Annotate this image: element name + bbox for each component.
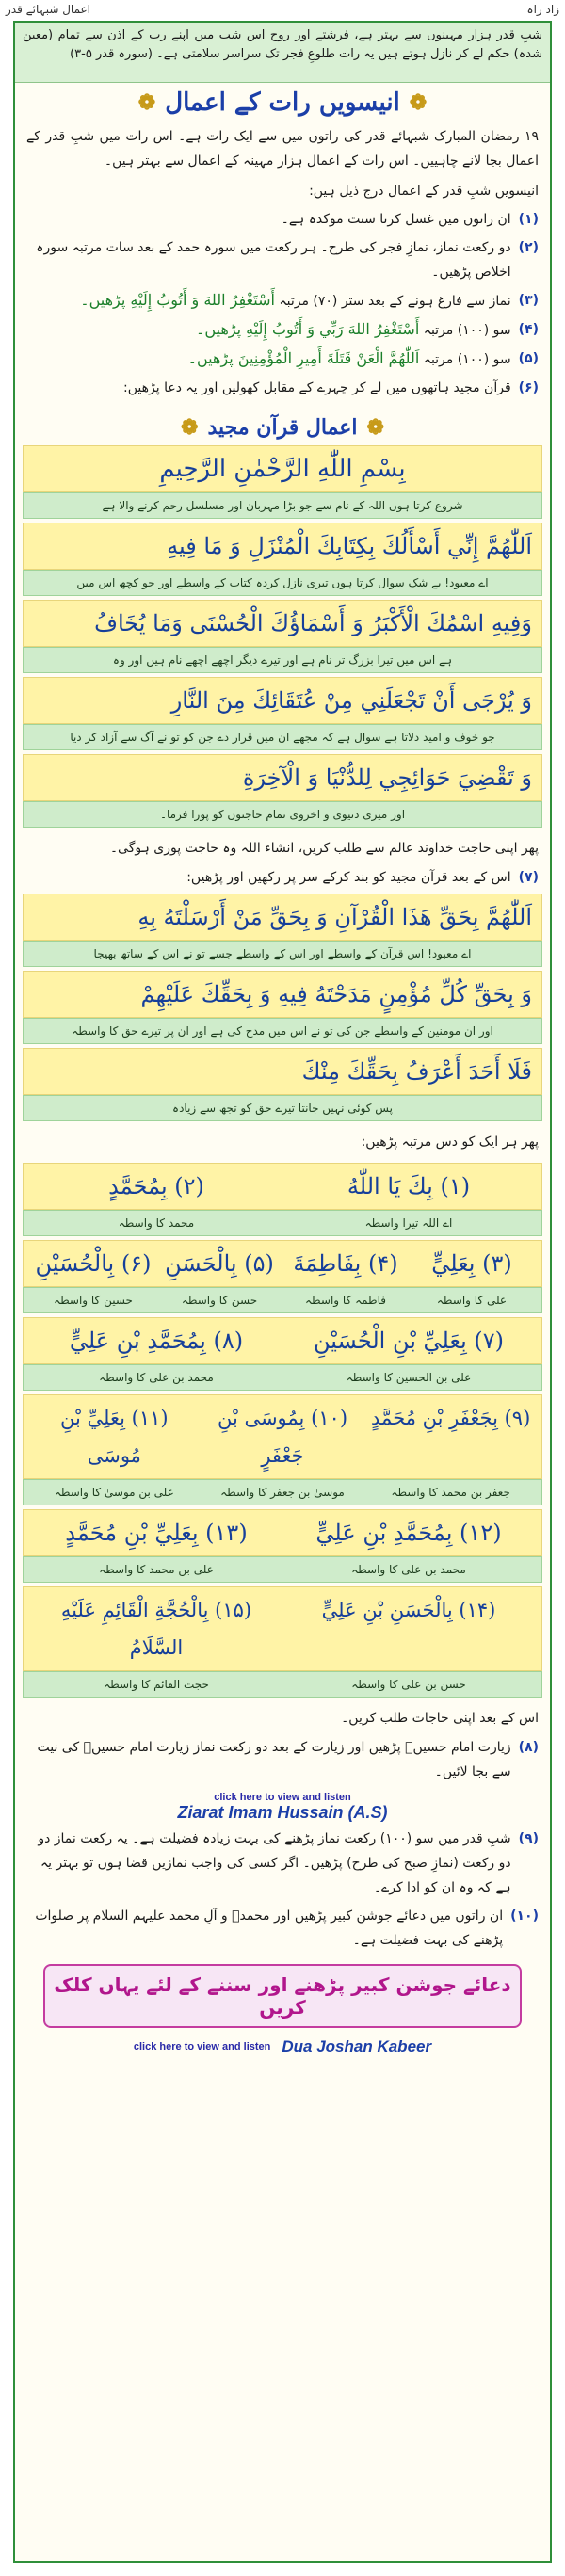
ziarat-link-prefix[interactable]: click here to view and listen	[214, 1792, 351, 1803]
names-row	[23, 1509, 542, 1583]
name-translation: علی بن محمد کا واسطہ	[99, 1563, 214, 1576]
name-translation: جعفر بن محمد کا واسطہ	[391, 1486, 510, 1499]
name-arabic: (۱۲) بِمُحَمَّدِ بْنِ عَلِيٍّ	[315, 1520, 502, 1546]
name-translation: علی بن الحسین کا واسطہ	[346, 1371, 472, 1384]
action-text: دو رکعت نماز، نمازِ فجر کی طرح۔ ہر رکعت میں سورہ حمد کے بعد سات مرتبہ سورہ اخلاص پڑھیں۔	[36, 240, 511, 280]
action-number: (۸)	[518, 1740, 539, 1755]
action-item	[26, 235, 539, 284]
name-translation: حجت القائم کا واسطہ	[104, 1678, 209, 1691]
names-row	[23, 1317, 542, 1391]
action-item	[26, 207, 539, 232]
top-header	[0, 0, 565, 19]
names-arabic	[23, 1586, 542, 1671]
action-number: (۹)	[518, 1831, 539, 1846]
verse-translation: اے معبود! بے شک سوال کرتا ہوں تیری نازل کردہ کتاب کے واسطے اور جو کچھ اس میں	[23, 570, 542, 596]
name-arabic: (۲) بِمُحَمَّدٍ	[108, 1173, 204, 1199]
verse-arabic: اَللّٰهُمَّ إِنِّي أَسْأَلُكَ بِكِتَابِكَ الْمُنْزَلِ وَ مَا فِيهِ	[23, 523, 542, 570]
action-item	[15, 865, 550, 890]
dua-link[interactable]	[15, 2032, 550, 2062]
note-after-dua: پھر اپنی حاجت خداوند عالم سے طلب کریں، انشاء اللہ وہ حاجت پوری ہوگی۔	[109, 841, 539, 856]
list-intro: انیسویں شبِ قدر کے اعمال درج ذیل ہیں:	[309, 184, 539, 199]
action-item	[26, 346, 539, 372]
book-title: زاد راہ	[526, 3, 559, 16]
action-item	[15, 1827, 550, 1900]
name-translation: حسن کا واسطہ	[181, 1294, 258, 1307]
name-arabic: (۱۵) بِالْحُجَّةِ الْقَائِمِ عَلَيْهِ السَّلَامُ	[60, 1599, 252, 1659]
names-arabic	[23, 1163, 542, 1210]
name-arabic: (۴) بِفَاطِمَةَ	[293, 1250, 398, 1277]
intro-text: شبِ قدر ہزار مہینوں سے بہتر ہے، فرشتے اور روح اس شب میں اپنے رب کے اذن سے تمام (معین شدہ) حکم لے کر نازل ہوتے ہیں یہ رات طلوعِ فجر تک سراسر سلامتی ہے۔ (سورہ قدر ۵-۳)	[23, 28, 542, 61]
names-intro: پھر ہر ایک کو دس مرتبہ پڑھیں:	[361, 1135, 539, 1150]
dua-verse	[23, 754, 542, 828]
sun-ornament-icon: ❁	[137, 90, 156, 115]
cta-label[interactable]: دعائے جوشن کبیر پڑھنے اور سننے کے لئے یہاں کلک کریں	[54, 1973, 511, 2019]
action-number: (۱۰)	[510, 1908, 539, 1924]
name-translation: محمد کا واسطہ	[118, 1216, 195, 1230]
intro-banner	[15, 23, 550, 83]
name-arabic: (۱) بِكَ يَا اللّٰهُ	[347, 1173, 471, 1199]
name-translation: حسن بن علی کا واسطہ	[351, 1678, 466, 1691]
action-item	[26, 288, 539, 314]
action-number: (۶)	[518, 380, 539, 395]
name-translation: علی بن موسیٰ کا واسطہ	[54, 1486, 174, 1499]
verse-arabic: وَ تَقْضِيَ حَوَائِجِي لِلدُّنْيَا وَ الْآخِرَةِ	[23, 754, 542, 801]
action-text: نماز سے فارغ ہونے کے بعد ستر (۷۰) مرتبہ	[279, 294, 511, 309]
dua-link-prefix[interactable]: click here to view and listen	[133, 2041, 271, 2053]
action-item	[15, 1735, 550, 1784]
action-text: شبِ قدر میں سو (۱۰۰) رکعت نماز پڑھنے کی بہت زیادہ فضیلت ہے۔ یہ رکعت نماز دو دو رکعت (نمازِ صبح کی طرح) پڑھیں۔ اگر کسی کی واجب نمازیں قضا ہوں تو بہتر یہ ہے کہ وہ ان کو ادا کرے۔	[38, 1831, 511, 1895]
name-arabic: (۹) بِجَعْفَرِ بْنِ مُحَمَّدٍ	[371, 1407, 531, 1429]
names-translation	[23, 1479, 542, 1505]
head-verse	[23, 971, 542, 1044]
bismillah-block	[23, 445, 542, 519]
action-text: ان راتوں میں دعائے جوشن کبیر پڑھیں اور محمدؐ و آلِ محمد علیہم السلام پر صلوات پڑھنے کی بہت فضیلت ہے۔	[35, 1908, 504, 1948]
action-text: سو (۱۰۰) مرتبہ	[423, 323, 511, 338]
main-heading-text: انیسویں رات کے اعمال	[165, 89, 400, 117]
sun-ornament-icon: ❁	[181, 415, 199, 440]
action-number: (۳)	[518, 293, 539, 308]
names-translation	[23, 1671, 542, 1698]
name-arabic: (۸) بِمُحَمَّدِ بْنِ عَلِيٍّ	[69, 1328, 244, 1354]
head-verse	[23, 894, 542, 967]
name-arabic: (۶) بِالْحُسَيْنِ	[35, 1250, 152, 1277]
names-row	[23, 1586, 542, 1698]
name-arabic: (۱۱) بِعَلِيِّ بْنِ مُوسَى	[60, 1407, 169, 1467]
dua-joshan-cta-button[interactable]	[43, 1964, 522, 2028]
head-verse	[23, 1048, 542, 1121]
names-row	[23, 1394, 542, 1505]
names-row	[23, 1240, 542, 1313]
names-arabic	[23, 1240, 542, 1287]
ziarat-link-title[interactable]: Ziarat Imam Hussain (A.S)	[177, 1803, 388, 1822]
opening-paragraph: ۱۹ رمضان المبارک شبہائے قدر کی راتوں میں سے ایک رات ہے۔ اس رات میں شبِ قدر کے اعمال بجا لانے چاہییں۔ اس رات کے اعمال ہزار مہینہ کے اعمال سے بہتر ہیں۔	[26, 129, 539, 169]
action-text: ان راتوں میں غسل کرنا سنت موکدہ ہے۔	[281, 212, 511, 227]
name-translation: حسین کا واسطہ	[54, 1294, 133, 1307]
names-translation	[23, 1364, 542, 1391]
bismillah-translation: شروع کرتا ہوں اللہ کے نام سے جو بڑا مہربان اور مسلسل رحم کرنے والا ہے	[23, 492, 542, 519]
actions-list	[15, 203, 550, 408]
dua-verse	[23, 523, 542, 596]
verse-translation: پس کوئی نہیں جانتا تیرے حق کو تجھ سے زیادہ	[23, 1095, 542, 1121]
action-text: اس کے بعد قرآن مجید کو بند کرکے سر پر رکھیں اور پڑھیں:	[186, 870, 511, 885]
verse-translation: ہے اس میں تیرا بزرگ تر نام ہے اور تیرے دیگر اچھے اچھے نام ہیں اور وہ	[23, 647, 542, 673]
sun-ornament-icon: ❁	[366, 415, 384, 440]
name-arabic: (۱۳) بِعَلِيِّ بْنِ مُحَمَّدٍ	[65, 1520, 248, 1546]
action-text: زیارت امام حسینؑ پڑھیں اور زیارت کے بعد دو رکعت نماز زیارت امام حسینؑ کی نیت سے بجا لائیں۔	[37, 1740, 511, 1779]
action-arabic: أَسْتَغْفِرُ اللهَ رَبِّي وَ أَتُوبُ إِلَيْهِ پڑھیں۔	[195, 320, 420, 338]
action-number: (۲)	[518, 240, 539, 255]
names-translation	[23, 1556, 542, 1583]
name-translation: اے اللہ تیرا واسطہ	[364, 1216, 453, 1230]
name-translation: محمد بن علی کا واسطہ	[99, 1371, 214, 1384]
verse-arabic: فَلَا أَحَدَ أَعْرَفُ بِحَقِّكَ مِنْكَ	[23, 1048, 542, 1095]
after-names-note: اس کے بعد اپنی حاجات طلب کریں۔	[341, 1711, 539, 1726]
action-item	[26, 376, 539, 400]
quran-heading	[15, 415, 550, 440]
content-frame	[13, 21, 552, 2563]
dua-link-title[interactable]: Dua Joshan Kabeer	[282, 2037, 432, 2055]
bismillah-arabic: بِسْمِ اللّٰهِ الرَّحْمٰنِ الرَّحِيمِ	[23, 445, 542, 492]
name-arabic: (۱۰) بِمُوسَى بْنِ جَعْفَرٍ	[217, 1407, 348, 1467]
name-translation: موسیٰ بن جعفر کا واسطہ	[220, 1486, 345, 1499]
verse-arabic: وَفِيهِ اسْمُكَ الْأَكْبَرُ وَ أَسْمَاؤُكَ الْحُسْنَى وَمَا يُخَافُ	[23, 600, 542, 647]
verse-translation: جو خوف و امید دلاتا ہے سوال ہے کہ مجھے ان میں قرار دے جن کو تو نے آگ سے آزاد کر دیا	[23, 724, 542, 750]
action-number: (۵)	[518, 351, 539, 366]
ziarat-link[interactable]	[15, 1788, 550, 1827]
action-arabic: اَللّٰهُمَّ الْعَنْ قَتَلَةَ أَمِيرِ الْمُؤْمِنِينَ پڑھیں۔	[187, 349, 420, 367]
action-text: قرآن مجید ہاتھوں میں لے کر چہرے کے مقابل کھولیں اور یہ دعا پڑھیں:	[123, 380, 511, 395]
name-translation: فاطمہ کا واسطہ	[305, 1294, 386, 1307]
verse-translation: اے معبود! اس قرآن کے واسطے اور اس کے واسطے جسے تو نے اس کے ساتھ بھیجا	[23, 941, 542, 967]
action-text: سو (۱۰۰) مرتبہ	[423, 352, 511, 367]
verse-translation: اور ان مومنین کے واسطے جن کی تو نے اس میں مدح کی ہے اور ان پر تیرے حق کا واسطہ	[23, 1018, 542, 1044]
action-item	[26, 317, 539, 343]
name-translation: علی کا واسطہ	[436, 1294, 508, 1307]
name-translation: محمد بن علی کا واسطہ	[351, 1563, 466, 1576]
dua-verse	[23, 677, 542, 750]
verse-arabic: وَ يُرْجَى أَنْ تَجْعَلَنِي مِنْ عُتَقَائِكَ مِنَ النَّارِ	[23, 677, 542, 724]
dua-verse	[23, 600, 542, 673]
chapter-title: اعمال شبہائے قدر	[6, 3, 90, 16]
action-number: (۷)	[518, 870, 539, 885]
action-item	[15, 1904, 550, 1953]
name-arabic: (۱۴) بِالْحَسَنِ بْنِ عَلِيٍّ	[321, 1599, 496, 1621]
names-arabic	[23, 1509, 542, 1556]
main-heading	[15, 89, 550, 117]
verse-translation: اور میری دنیوی و اخروی تمام حاجتوں کو پورا فرما۔	[23, 801, 542, 828]
names-arabic	[23, 1394, 542, 1479]
quran-heading-text: اعمال قرآن مجید	[207, 415, 358, 440]
sun-ornament-icon: ❁	[409, 90, 428, 115]
name-arabic: (۵) بِالْحَسَنِ	[165, 1250, 274, 1277]
names-arabic	[23, 1317, 542, 1364]
action-arabic: أَسْتَغْفِرُ اللهَ وَ أَتُوبُ إِلَيْهِ پڑھیں۔	[80, 291, 275, 309]
verse-arabic: اَللّٰهُمَّ بِحَقِّ هَذَا الْقُرْآنِ وَ بِحَقِّ مَنْ أَرْسَلْتَهُ بِهِ	[23, 894, 542, 941]
name-arabic: (۳) بِعَلِيٍّ	[431, 1250, 512, 1277]
action-number: (۴)	[518, 322, 539, 337]
names-row	[23, 1163, 542, 1236]
action-number: (۱)	[518, 212, 539, 227]
names-translation	[23, 1287, 542, 1313]
verse-arabic: وَ بِحَقِّ كُلِّ مُؤْمِنٍ مَدَحْتَهُ فِيهِ وَ بِحَقِّكَ عَلَيْهِمْ	[23, 971, 542, 1018]
name-arabic: (۷) بِعَلِيِّ بْنِ الْحُسَيْنِ	[313, 1328, 505, 1354]
names-translation	[23, 1210, 542, 1236]
